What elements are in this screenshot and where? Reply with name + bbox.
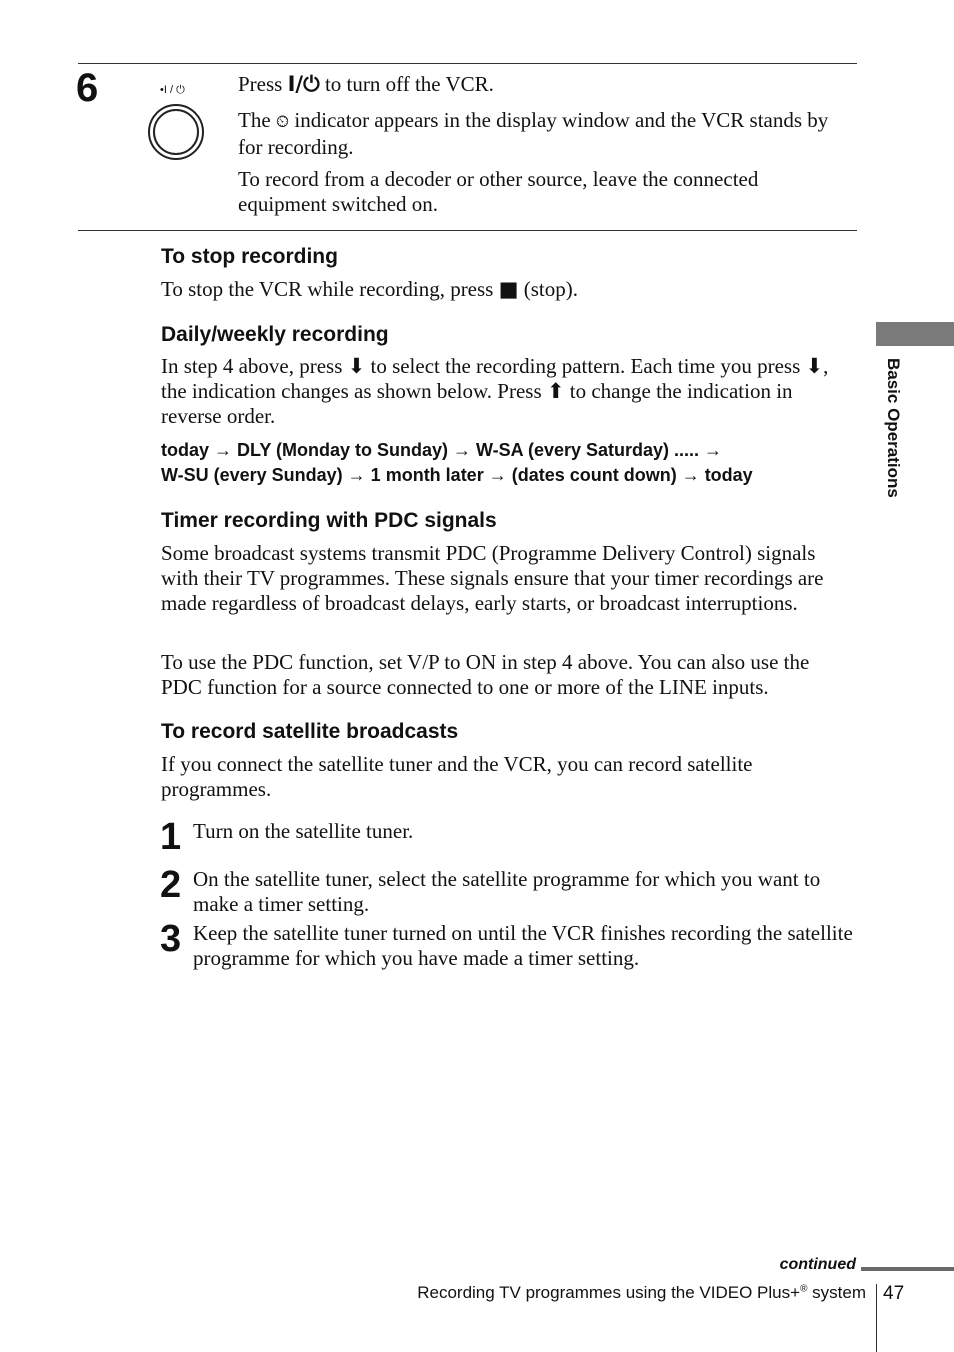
continued-bar bbox=[861, 1267, 954, 1271]
satellite-intro: If you connect the satellite tuner and the VCR, you can record satellite programmes. bbox=[161, 752, 753, 801]
down-arrow-icon: ⬇ bbox=[347, 354, 366, 378]
satellite-heading: To record satellite broadcasts bbox=[161, 720, 459, 743]
step6-decoder-text: To record from a decoder or other source, leave the connected equipment switched on. bbox=[238, 167, 759, 216]
stop-heading: To stop recording bbox=[161, 245, 338, 268]
page-number: 47 bbox=[883, 1283, 905, 1304]
power-button-icon bbox=[148, 104, 204, 160]
daily-heading: Daily/weekly recording bbox=[161, 323, 389, 346]
daily-text: In step 4 above, press ⬇ to select the recording pattern. Each time you press ⬇, the indication changes as shown below. Press ⬆ to change the indication in reverse order. bbox=[161, 354, 829, 428]
section-tab bbox=[876, 322, 954, 346]
satellite-step-number: 1 bbox=[160, 816, 182, 858]
satellite-step-text: Keep the satellite tuner turned on until the VCR finishes recording the satellite programme for which you have made a timer setting. bbox=[193, 921, 853, 970]
power-button-label: •I / ⏻ bbox=[160, 84, 185, 96]
footer-divider bbox=[876, 1284, 877, 1352]
step6-instruction: Press I/⏻ to turn off the VCR. bbox=[238, 72, 494, 96]
stop-text: To stop the VCR while recording, press ■ (stop). bbox=[161, 277, 578, 301]
continued-label: continued bbox=[779, 1256, 856, 1273]
power-symbol: I/⏻ bbox=[287, 72, 320, 96]
sequence-line-1: today → DLY (Monday to Sunday) → W-SA (every Saturday) ..... → bbox=[161, 440, 723, 460]
step6-indicator-text: The ⏲ indicator appears in the display window and the VCR stands by for recording. bbox=[238, 108, 829, 159]
pdc-heading: Timer recording with PDC signals bbox=[161, 509, 497, 532]
sequence-line-2: W-SU (every Sunday) → 1 month later → (dates count down) → today bbox=[161, 465, 753, 485]
step-number: 6 bbox=[76, 66, 99, 110]
pdc-para-1: Some broadcast systems transmit PDC (Programme Delivery Control) signals with their TV programmes. These signals ensure that your timer recordings are made regardless of broadcast delays, early starts, or broadcast interruptions. bbox=[161, 541, 824, 615]
pdc-para-2: To use the PDC function, set V/P to ON in step 4 above. You can also use the PDC function for a source connected to one or more of the LINE inputs. bbox=[161, 650, 810, 699]
top-rule bbox=[78, 63, 857, 64]
satellite-step-text: Turn on the satellite tuner. bbox=[193, 819, 414, 843]
satellite-step-number: 2 bbox=[160, 864, 182, 906]
satellite-step-number: 3 bbox=[160, 918, 182, 960]
timer-indicator-icon: ⏲ bbox=[275, 112, 290, 132]
down-arrow-icon: ⬇ bbox=[805, 354, 824, 378]
bottom-rule bbox=[78, 230, 857, 231]
stop-icon: ■ bbox=[498, 277, 519, 301]
satellite-step-text: On the satellite tuner, select the satellite programme for which you want to make a timer setting. bbox=[193, 867, 821, 916]
footer-title: Recording TV programmes using the VIDEO Plus+® system bbox=[417, 1283, 866, 1302]
up-arrow-icon: ⬆ bbox=[546, 379, 565, 403]
section-tab-label: Basic Operations bbox=[884, 358, 903, 498]
